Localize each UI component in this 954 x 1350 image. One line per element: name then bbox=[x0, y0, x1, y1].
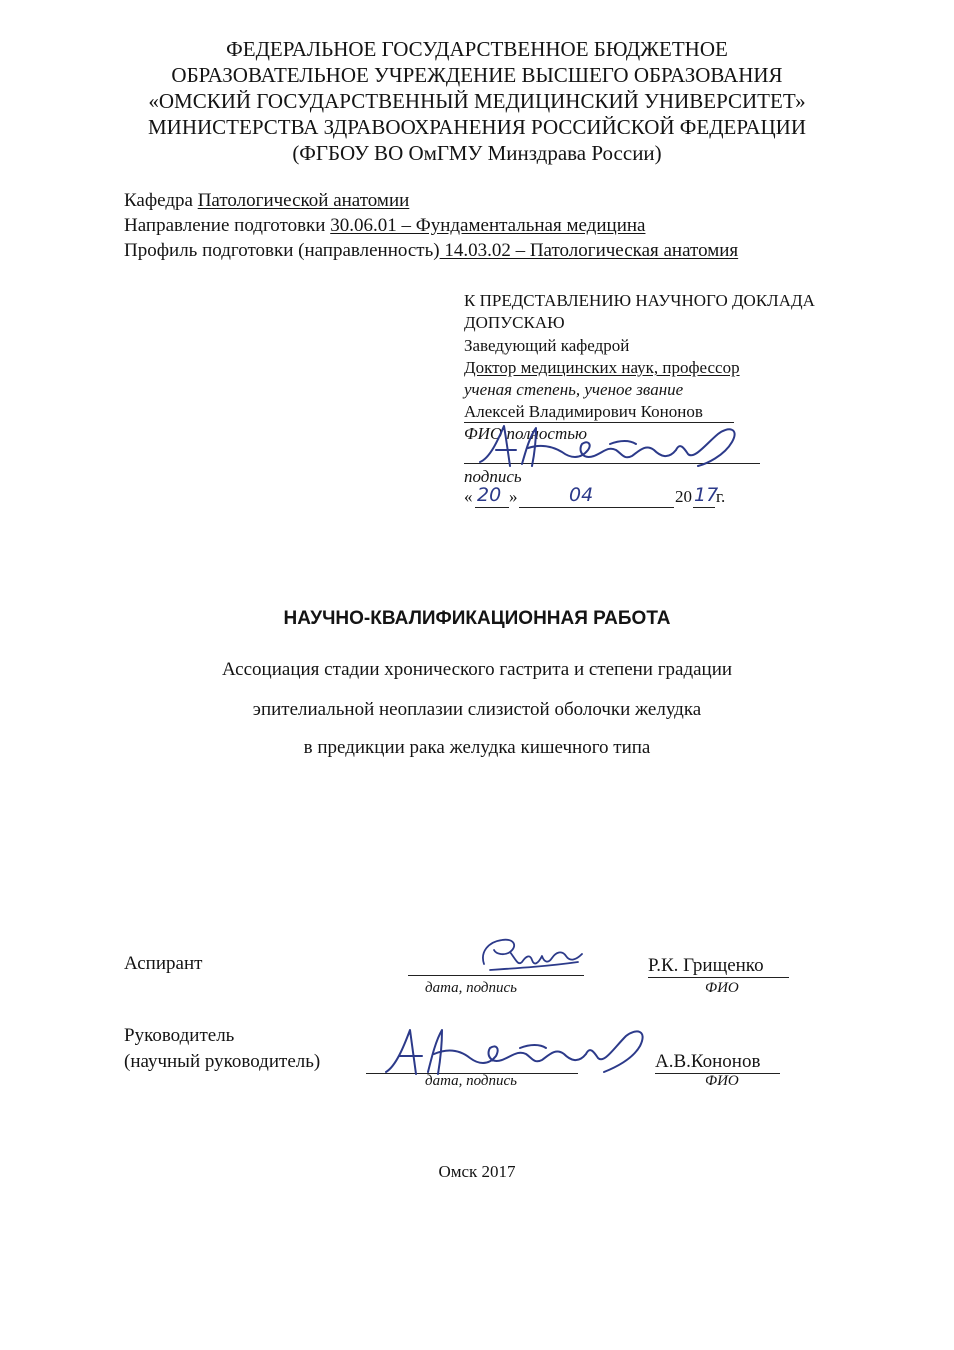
header-line-1: ФЕДЕРАЛЬНОЕ ГОСУДАРСТВЕННОЕ БЮДЖЕТНОЕ bbox=[226, 37, 728, 61]
supervisor-label-line-2: (научный руководитель) bbox=[124, 1051, 321, 1072]
aspirant-signature bbox=[470, 932, 590, 978]
date-day: 20 bbox=[477, 484, 502, 506]
profile-value: 14.03.02 – Патологическая анатомия bbox=[439, 240, 739, 261]
approval-name-caption: ФИО полностью bbox=[464, 424, 587, 443]
approval-line-1: К ПРЕДСТАВЛЕНИЮ НАУЧНОГО ДОКЛАДА bbox=[464, 291, 815, 310]
approval-date bbox=[464, 484, 754, 513]
supervisor-signature bbox=[378, 1022, 658, 1084]
supervisor-signature-caption: дата, подпись bbox=[425, 1073, 517, 1089]
date-close-quote: » bbox=[509, 487, 518, 506]
work-topic-line-1: Ассоциация стадии хронического гастрита и степени градации bbox=[221, 659, 733, 680]
header-line-3: «ОМСКИЙ ГОСУДАРСТВЕННЫЙ МЕДИЦИНСКИЙ УНИВЕРСИТЕТ» bbox=[148, 89, 806, 113]
date-day-underline bbox=[475, 507, 509, 508]
header-line-5: (ФГБОУ ВО ОмГМУ Минздрава России) bbox=[292, 141, 662, 165]
approval-line-2: ДОПУСКАЮ bbox=[464, 313, 565, 332]
approval-degree-caption: ученая степень, ученое звание bbox=[464, 380, 684, 399]
date-month-underline bbox=[519, 507, 674, 508]
work-topic-line-2: эпителиальной неоплазии слизистой оболочки желудка bbox=[252, 699, 702, 720]
header-line-2: ОБРАЗОВАТЕЛЬНОЕ УЧРЕЖДЕНИЕ ВЫСШЕГО ОБРАЗОВАНИЯ bbox=[171, 63, 783, 87]
date-year-suffix: 17 bbox=[694, 484, 719, 506]
approval-position: Заведующий кафедрой bbox=[464, 336, 630, 355]
work-topic-line-3: в предикции рака желудка кишечного типа bbox=[303, 737, 651, 758]
approval-name: Алексей Владимирович Кононов bbox=[464, 402, 703, 421]
department-value: Патологической анатомии bbox=[197, 190, 410, 211]
approval-degree: Доктор медицинских наук, профессор bbox=[464, 358, 740, 377]
header-line-4: МИНИСТЕРСТВА ЗДРАВООХРАНЕНИЯ РОССИЙСКОЙ ФЕДЕРАЦИИ bbox=[147, 115, 807, 139]
profile-label: Профиль подготовки (направленность) bbox=[124, 240, 440, 261]
direction-row bbox=[124, 214, 645, 238]
supervisor-name: А.В.Кононов bbox=[655, 1051, 761, 1072]
aspirant-signature-caption: дата, подпись bbox=[425, 980, 517, 996]
work-title: НАУЧНО-КВАЛИФИКАЦИОННАЯ РАБОТА bbox=[283, 608, 671, 629]
supervisor-name-caption: ФИО bbox=[705, 1073, 739, 1089]
supervisor-label-line-1: Руководитель bbox=[124, 1025, 235, 1046]
department-label: Кафедра bbox=[124, 190, 198, 211]
date-year-end: г. bbox=[716, 487, 726, 506]
direction-label: Направление подготовки bbox=[124, 215, 331, 236]
date-month: 04 bbox=[569, 484, 594, 506]
date-year-prefix: 20 bbox=[675, 487, 692, 506]
department-row bbox=[124, 189, 409, 213]
approval-signature-caption: подпись bbox=[464, 467, 522, 486]
city-year: Омск 2017 bbox=[438, 1162, 516, 1181]
aspirant-label: Аспирант bbox=[124, 953, 203, 974]
aspirant-name: Р.К. Грищенко bbox=[648, 955, 764, 976]
date-year-underline bbox=[693, 507, 715, 508]
aspirant-name-caption: ФИО bbox=[705, 980, 739, 996]
date-open-quote: « bbox=[464, 487, 473, 506]
profile-row bbox=[124, 239, 738, 263]
direction-value: 30.06.01 – Фундаментальная медицина bbox=[330, 215, 646, 236]
aspirant-name-underline bbox=[648, 977, 789, 978]
